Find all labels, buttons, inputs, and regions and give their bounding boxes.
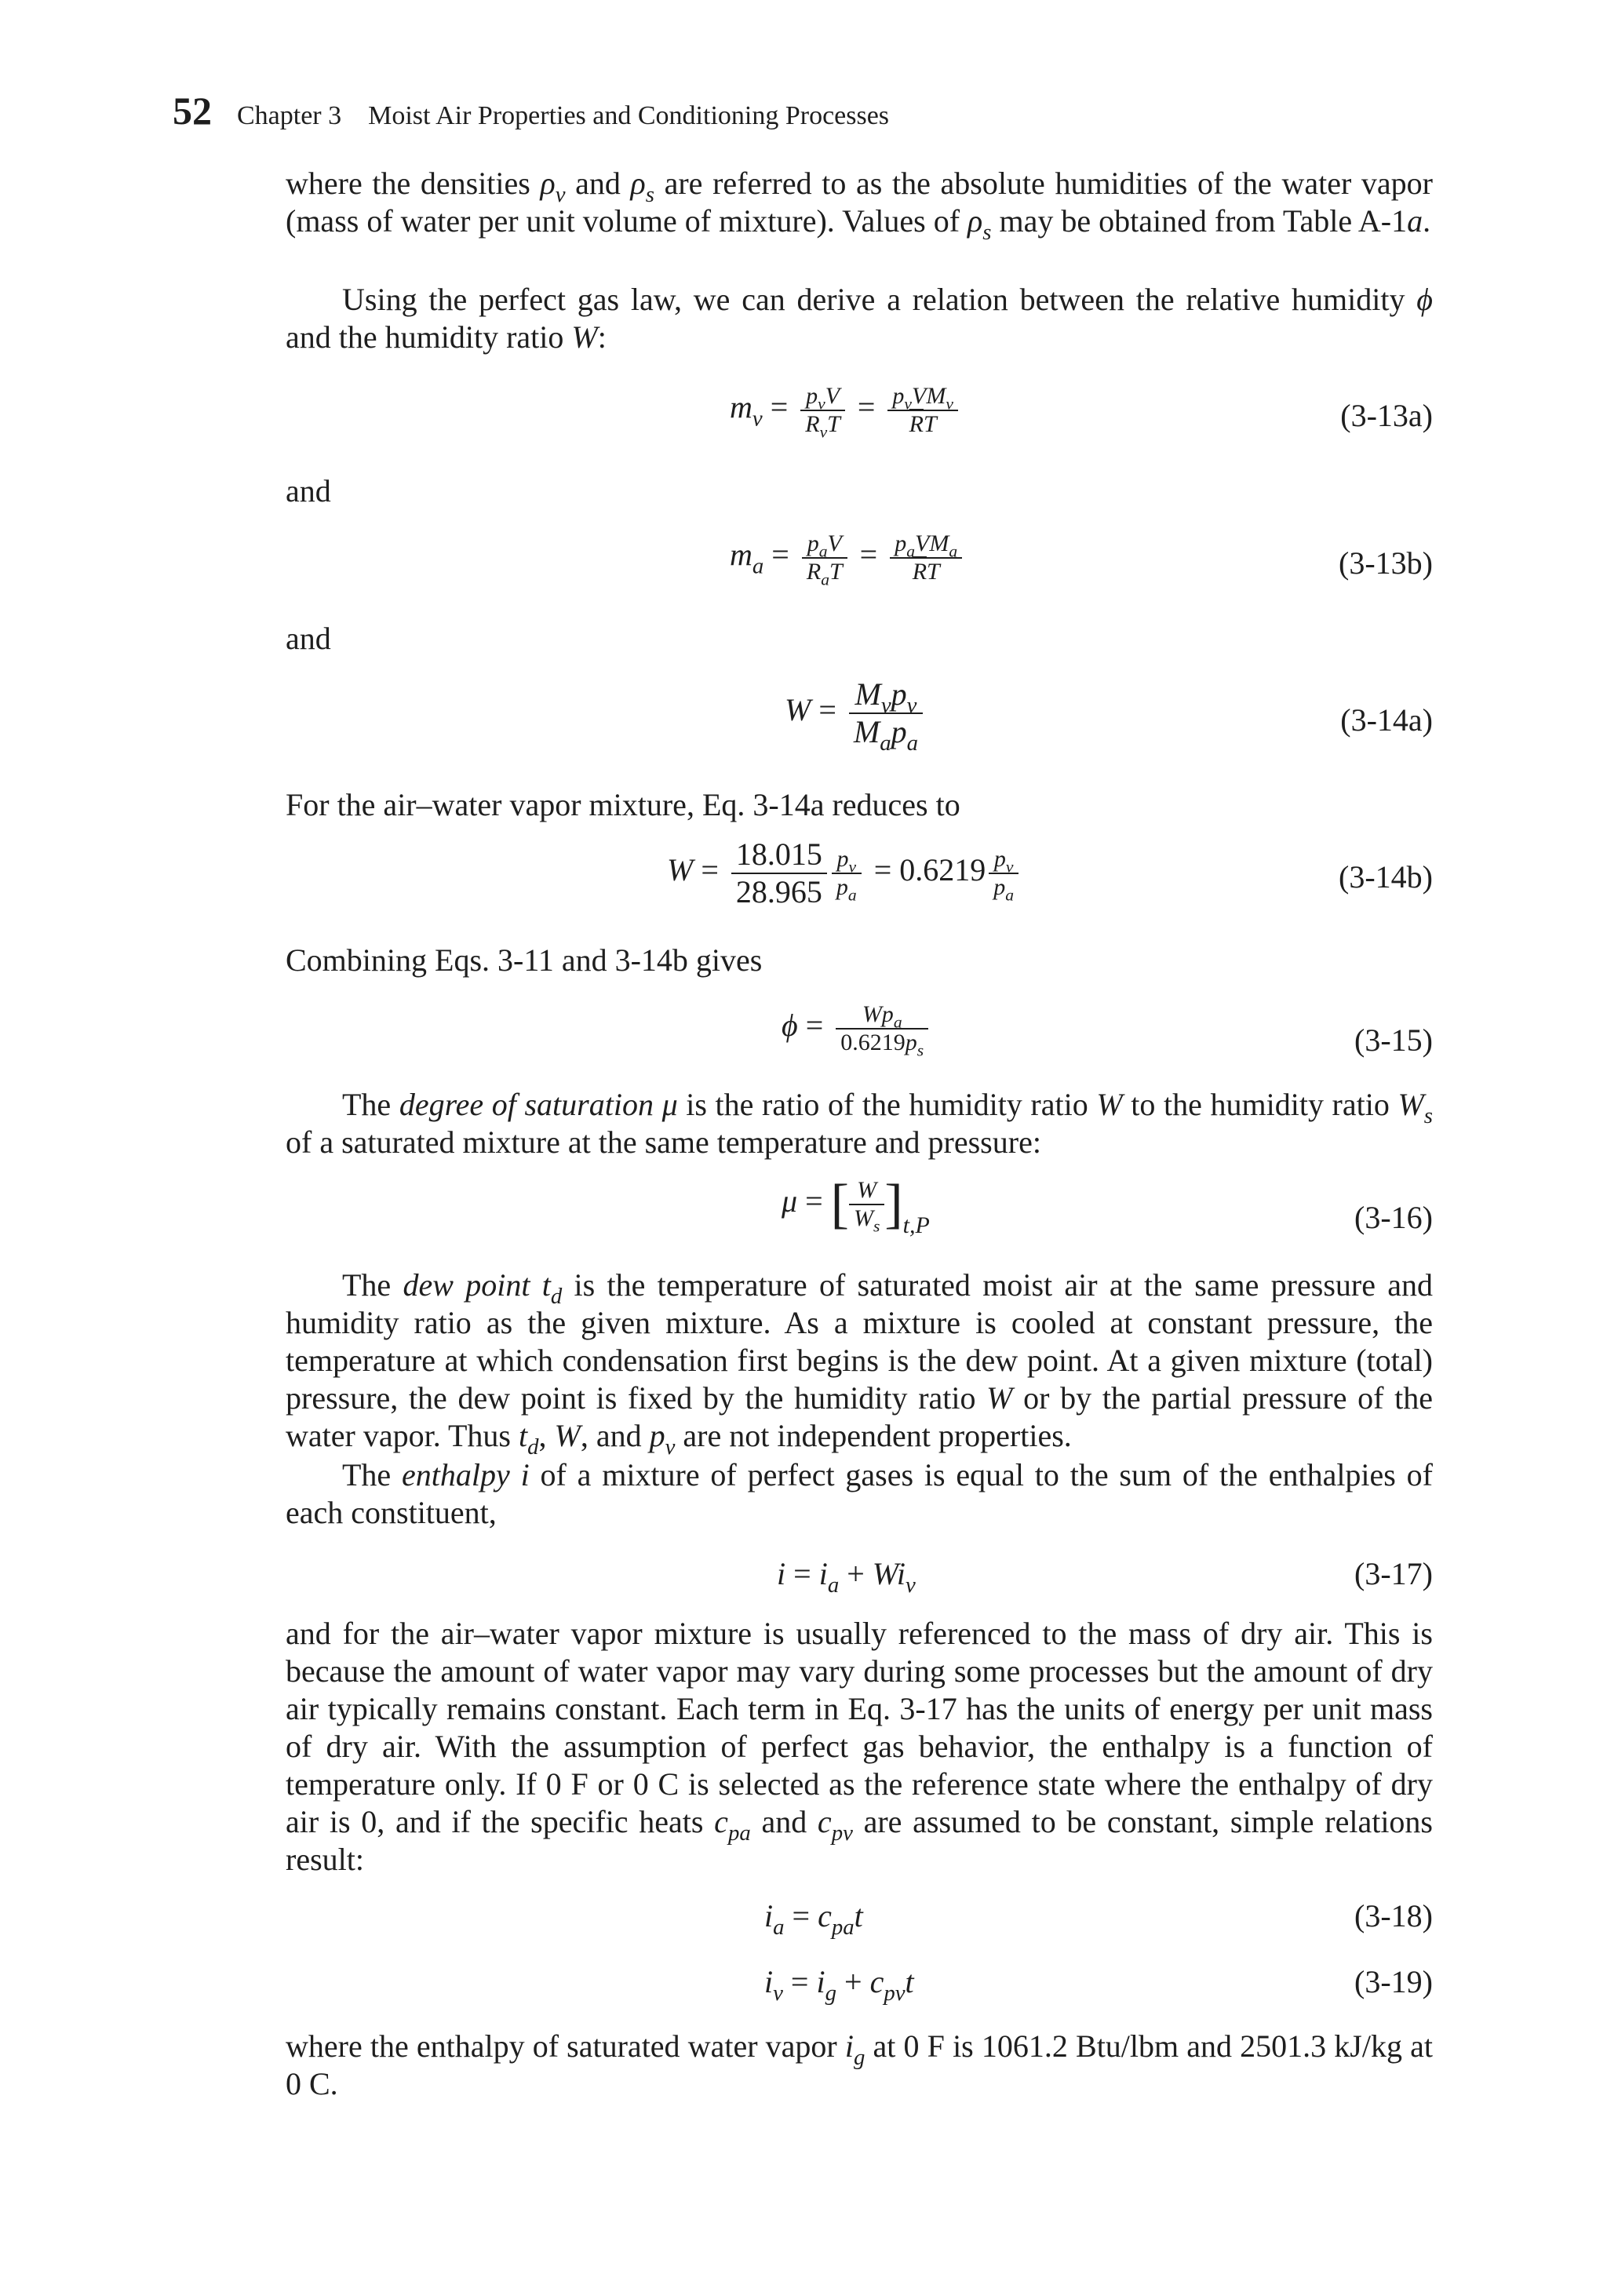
- equation-3-15: ϕ = $\frac{Wp_a}{0.6219p_s}$: [782, 1001, 933, 1056]
- paragraph-9: where the enthalpy of saturated water vapor $i_g$ at 0 F is 1061.2 Btu/lbm and 2501.3 kJ/kg at 0 C.: [286, 2028, 1433, 2101]
- equation-3-16: μ = [ $\frac{W}{W_s}$ ]$_{t,P}$: [782, 1174, 930, 1239]
- equation-number-3-14b: (3-14b): [1339, 859, 1433, 895]
- equation-3-19: $i_v = i_g + c_{pv}t$: [764, 1964, 914, 2006]
- paragraph-6: The dew point $t_d$ is the temperature of saturated moist air at the same pressure and humidity ratio as the given mixture. As a mixture is cooled at constant pressure, the temperature at which condensation first begins is the dew point. At a given mixture (total) pressure, the dew point is fixed by the humidity ratio W or by the partial pressure of the water vapor. Thus $t_d$, W, and $p_v$ are not independent properties.: [286, 1267, 1434, 1460]
- paragraph-5: The degree of saturation μ is the ratio of the humidity ratio W to the humidity ratio $W_s$ of a saturated mixture at the same temperature and pressure:: [286, 1087, 1434, 1160]
- equation-3-17: $i = i_a + Wi_v$: [777, 1556, 916, 1598]
- equation-3-14a: W = $\frac{M_vp_v}{M_ap_a}$: [785, 676, 927, 750]
- equation-3-14b: W = $\frac{18.015}{28.965}$ $\frac{p_v}{p_a}$ = 0.6219 $\frac{p_v}{p_a}$: [667, 836, 1023, 910]
- equation-number-3-15: (3-15): [1354, 1022, 1433, 1058]
- equation-number-3-18: (3-18): [1354, 1898, 1433, 1933]
- and-1: and: [286, 473, 331, 508]
- paragraph-4: Combining Eqs. 3-11 and 3-14b gives: [286, 942, 763, 978]
- and-2: and: [286, 621, 331, 656]
- equation-number-3-17: (3-17): [1354, 1556, 1433, 1591]
- equation-3-13a: $m_v$ = $\frac{p_vV}{R_vT}$ = $\frac{p_vVM_v}{\overline{R}T}$: [730, 383, 963, 438]
- equation-number-3-16: (3-16): [1354, 1200, 1433, 1235]
- paragraph-7: The enthalpy i of a mixture of perfect gases is equal to the sum of the enthalpies of each constituent,: [286, 1457, 1434, 1530]
- equation-number-3-19: (3-19): [1354, 1964, 1433, 1999]
- paragraph-3: For the air–water vapor mixture, Eq. 3-14a reduces to: [286, 787, 960, 822]
- paragraph-8: and for the air–water vapor mixture is usually referenced to the mass of dry air. This is because the amount of water vapor may vary during some processes but the amount of dry air typically remains constant. Each term in Eq. 3-17 has the units of energy per unit mass of dry air. With the assumption of perfect gas behavior, the enthalpy is a function of temperature only. If 0 F or 0 C is selected as the reference state where the enthalpy of dry air is 0, and if the specific heats $c_{pa}$ and $c_{pv}$ are assumed to be constant, simple relations result:: [286, 1616, 1433, 1877]
- running-head: Chapter 3 Moist Air Properties and Conditioning Processes: [237, 101, 890, 130]
- paragraph-1: where the densities $\rho_v$ and $\rho_s$ are referred to as the absolute humidities of the water vapor (mass of water per unit volume of mixture). Values of $\rho_s$ may be obtained from Table A-1a.: [286, 166, 1433, 246]
- equation-number-3-13b: (3-13b): [1339, 545, 1433, 581]
- equation-number-3-14a: (3-14a): [1340, 702, 1433, 738]
- page-header: [173, 88, 889, 135]
- equation-3-13b: $m_a$ = $\frac{p_aV}{R_aT}$ = $\frac{p_aVM_a}{\overline{R}T}$: [730, 530, 967, 585]
- equation-number-3-13a: (3-13a): [1340, 398, 1433, 433]
- paragraph-2: Using the perfect gas law, we can derive a relation between the relative humidity ϕ and the humidity ratio W:: [286, 282, 1433, 355]
- page-number: 52: [173, 89, 212, 133]
- equation-3-18: $i_a = c_{pa}t$: [764, 1898, 863, 1941]
